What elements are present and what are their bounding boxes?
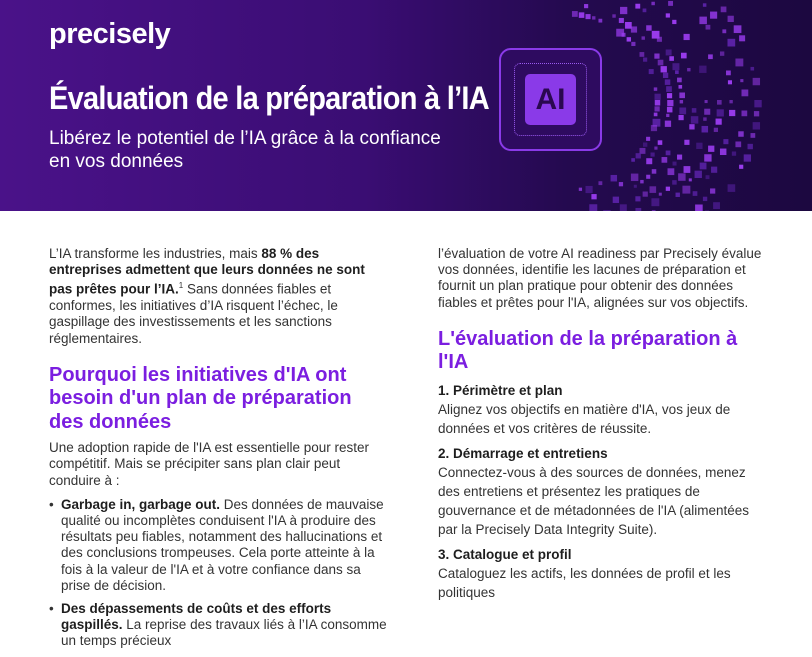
- step-title: 1. Périmètre et plan: [438, 382, 563, 398]
- dot: [667, 100, 673, 106]
- dot: [689, 178, 692, 181]
- dot: [696, 143, 702, 149]
- dot: [619, 18, 624, 23]
- dot: [666, 13, 670, 17]
- dot: [678, 85, 682, 89]
- risk-list: [49, 497, 389, 650]
- dot: [720, 51, 724, 55]
- dot: [659, 193, 662, 196]
- dot: [672, 20, 676, 24]
- step-text: Alignez vos objectifs en matière d'IA, vos jeux de données et vos critères de réussite.: [438, 402, 731, 437]
- list-item: [49, 601, 389, 650]
- dot: [586, 14, 591, 19]
- dot: [657, 37, 662, 42]
- step-item: [438, 547, 768, 602]
- dot: [677, 155, 682, 160]
- dot: [651, 152, 655, 156]
- intro-paragraph: [49, 246, 389, 347]
- page-title: Évaluation de la préparation à l’IA: [49, 80, 489, 116]
- dot: [693, 191, 698, 196]
- lead-paragraph: Une adoption rapide de l'IA est essentielle pour rester compétitif. Mais se précipiter sans plan clair peut conduire à :: [49, 440, 370, 488]
- section-heading: Pourquoi les initiatives d'IA ont besoin d'un plan de préparation des données: [49, 363, 352, 433]
- dot: [672, 180, 676, 184]
- dot: [680, 100, 683, 103]
- dot: [652, 169, 657, 174]
- dot: [620, 204, 627, 211]
- dot: [572, 11, 578, 17]
- dot: [603, 210, 611, 211]
- dot: [754, 111, 759, 116]
- ai-chip-icon: [499, 48, 602, 151]
- dot: [699, 66, 706, 73]
- dot: [655, 100, 660, 105]
- dot: [611, 175, 617, 181]
- dot: [625, 22, 632, 29]
- assessment-intro: l’évaluation de votre AI readiness par Precisely évalue vos données, identifie les lacunes de préparation et fournit un plan pratique pour obtenir des données fiables et prêtes pour l'IA, alignées sur vos objectifs.: [438, 246, 762, 310]
- dot: [658, 140, 663, 145]
- dot: [649, 69, 654, 74]
- dot: [682, 186, 690, 194]
- dot: [729, 100, 732, 103]
- dot: [643, 142, 647, 146]
- dot: [753, 78, 760, 85]
- dot: [640, 148, 646, 154]
- dot: [579, 188, 582, 191]
- dot: [654, 113, 658, 117]
- dot: [598, 181, 602, 185]
- dot: [622, 33, 626, 37]
- dot: [667, 107, 673, 113]
- dot: [750, 133, 755, 138]
- dot: [750, 67, 754, 71]
- bullet-title: Garbage in, garbage out.: [61, 496, 221, 512]
- dot: [741, 90, 748, 97]
- dot: [692, 108, 697, 113]
- step-text: Cataloguez les actifs, les données de profil et les politiques: [438, 566, 731, 601]
- dot: [695, 204, 703, 211]
- dot: [669, 56, 674, 61]
- dot: [735, 59, 743, 67]
- dot: [635, 4, 640, 9]
- dot: [679, 92, 685, 98]
- dot: [705, 100, 708, 103]
- dot: [640, 52, 645, 57]
- dot: [704, 109, 710, 115]
- dot: [673, 162, 677, 166]
- dot: [717, 100, 722, 105]
- dot: [598, 19, 602, 23]
- step-item: [438, 446, 768, 539]
- dot: [646, 25, 651, 30]
- dot: [663, 73, 668, 78]
- dot: [666, 187, 670, 191]
- dot: [666, 86, 672, 92]
- hero-banner: [0, 0, 812, 211]
- dot: [703, 197, 707, 201]
- dot: [681, 53, 687, 59]
- dot: [635, 208, 641, 211]
- dot: [619, 182, 623, 186]
- dot: [679, 108, 686, 115]
- dot: [723, 139, 728, 144]
- dot: [678, 115, 683, 120]
- dot: [589, 204, 597, 211]
- dot: [640, 180, 643, 183]
- dot: [687, 68, 690, 71]
- dot: [729, 110, 735, 116]
- dot: [699, 17, 707, 25]
- dot: [654, 146, 657, 149]
- right-column: [438, 246, 768, 610]
- left-column: [49, 246, 389, 657]
- dot: [726, 70, 731, 75]
- dot: [728, 184, 736, 192]
- dot: [684, 34, 690, 40]
- dot: [666, 49, 672, 55]
- dot: [634, 185, 637, 188]
- dot: [728, 16, 734, 22]
- intro-text-2: Sans données fiables et conformes, les initiatives d’IA risquent l’échec, le gaspillage des investissements et les sanctions réglementaires.: [49, 281, 338, 346]
- dot: [654, 87, 657, 90]
- dot: [739, 35, 745, 41]
- intro-stat: 88 % des entreprises admettent que leurs données ne sont pas prêtes pour l’IA.: [49, 246, 365, 297]
- dot: [652, 210, 656, 211]
- dot: [662, 157, 668, 163]
- dot: [684, 166, 691, 173]
- dot: [721, 7, 727, 13]
- dot: [646, 137, 650, 141]
- dot: [700, 163, 707, 170]
- dot: [631, 174, 638, 181]
- dot: [706, 25, 711, 30]
- dot: [643, 192, 648, 197]
- dot: [668, 168, 675, 175]
- dot: [753, 122, 760, 129]
- step-title: 3. Catalogue et profil: [438, 547, 572, 563]
- dot: [646, 158, 652, 164]
- dot: [631, 158, 635, 162]
- dot: [612, 14, 615, 17]
- dot: [579, 12, 585, 18]
- dot: [748, 144, 753, 149]
- dot: [691, 116, 698, 123]
- dot: [727, 39, 735, 47]
- list-item: [49, 497, 389, 594]
- step-text: Connectez-vous à des sources de données, menez des entretiens et présentez les pratiques de gouvernance et de métadonnées de l'IA (alimentées par la Precisely Data Integrity Suite).: [438, 465, 750, 538]
- dot: [704, 154, 711, 161]
- dot: [732, 151, 736, 155]
- dot: [716, 119, 722, 125]
- dot: [740, 79, 743, 82]
- dot: [741, 110, 747, 116]
- dot: [661, 66, 667, 72]
- chip-label: AI: [525, 74, 576, 125]
- dot: [655, 94, 661, 100]
- precisely-logo: precisely: [49, 18, 171, 50]
- dot: [627, 37, 631, 41]
- dot: [738, 131, 743, 136]
- dot: [675, 70, 679, 74]
- dot: [695, 171, 702, 178]
- dot: [708, 146, 714, 152]
- dot: [651, 2, 654, 5]
- dot: [702, 126, 709, 133]
- dot: [705, 210, 709, 211]
- dot: [651, 125, 657, 131]
- dot: [643, 58, 647, 62]
- dot: [735, 141, 741, 147]
- dot: [666, 151, 671, 156]
- dot: [703, 3, 706, 6]
- dot: [591, 194, 596, 199]
- dot: [710, 12, 717, 19]
- intro-text: L’IA transforme les industries, mais: [49, 246, 262, 261]
- bullet-text: La reprise des travaux liés à l’IA consomme un temps précieux: [61, 617, 387, 649]
- dot: [631, 42, 635, 46]
- dot: [710, 188, 715, 193]
- dot: [651, 198, 659, 206]
- step-title: 2. Démarrage et entretiens: [438, 446, 608, 462]
- dot: [689, 124, 694, 129]
- dot: [586, 186, 593, 193]
- dot: [655, 106, 660, 111]
- dot: [676, 193, 680, 197]
- dot: [631, 26, 637, 32]
- dot: [720, 149, 726, 155]
- dot: [636, 153, 641, 158]
- dot: [706, 175, 710, 179]
- dot: [635, 196, 640, 201]
- dot: [678, 173, 685, 180]
- dot: [658, 60, 664, 66]
- bullet-title: Des dépassements de coûts et des efforts gaspillés.: [61, 601, 332, 633]
- dot: [744, 154, 751, 161]
- dot: [713, 202, 720, 209]
- section-heading: L'évaluation de la préparation à l'IA: [438, 327, 738, 374]
- dot: [620, 7, 627, 14]
- dot: [722, 29, 726, 33]
- dot: [613, 197, 619, 203]
- footnote-ref: 1: [178, 281, 184, 291]
- page-subtitle: Libérez le potentiel de l’IA grâce à la confiance en vos données: [49, 128, 441, 172]
- step-item: [438, 383, 768, 438]
- dot: [717, 109, 724, 116]
- dot: [642, 36, 645, 39]
- dot: [672, 63, 679, 70]
- dot: [646, 175, 650, 179]
- dot: [734, 25, 742, 33]
- dot: [754, 100, 761, 107]
- dot: [739, 165, 743, 169]
- dot: [592, 16, 595, 19]
- dot: [654, 54, 659, 59]
- dot: [684, 140, 689, 145]
- dot: [650, 186, 657, 193]
- dot: [665, 121, 671, 127]
- dot: [728, 80, 732, 84]
- dot: [666, 114, 669, 117]
- dot: [643, 8, 647, 12]
- dot: [668, 1, 673, 6]
- dot: [584, 4, 588, 8]
- bullet-text: Des données de mauvaise qualité ou incomplètes conduisent l'IA à produire des résultats peu fiables, notamment des hallucinations et des conclusions trompeuses. Cela porte atteinte à la fois à la valeur de l'IA et à votre confiance dans sa prise de décision.: [61, 496, 384, 593]
- dot: [665, 79, 670, 84]
- dot: [711, 167, 717, 173]
- dot: [708, 54, 713, 59]
- dot: [677, 78, 682, 83]
- dot: [703, 117, 706, 120]
- dot: [714, 128, 718, 132]
- dot: [667, 93, 672, 98]
